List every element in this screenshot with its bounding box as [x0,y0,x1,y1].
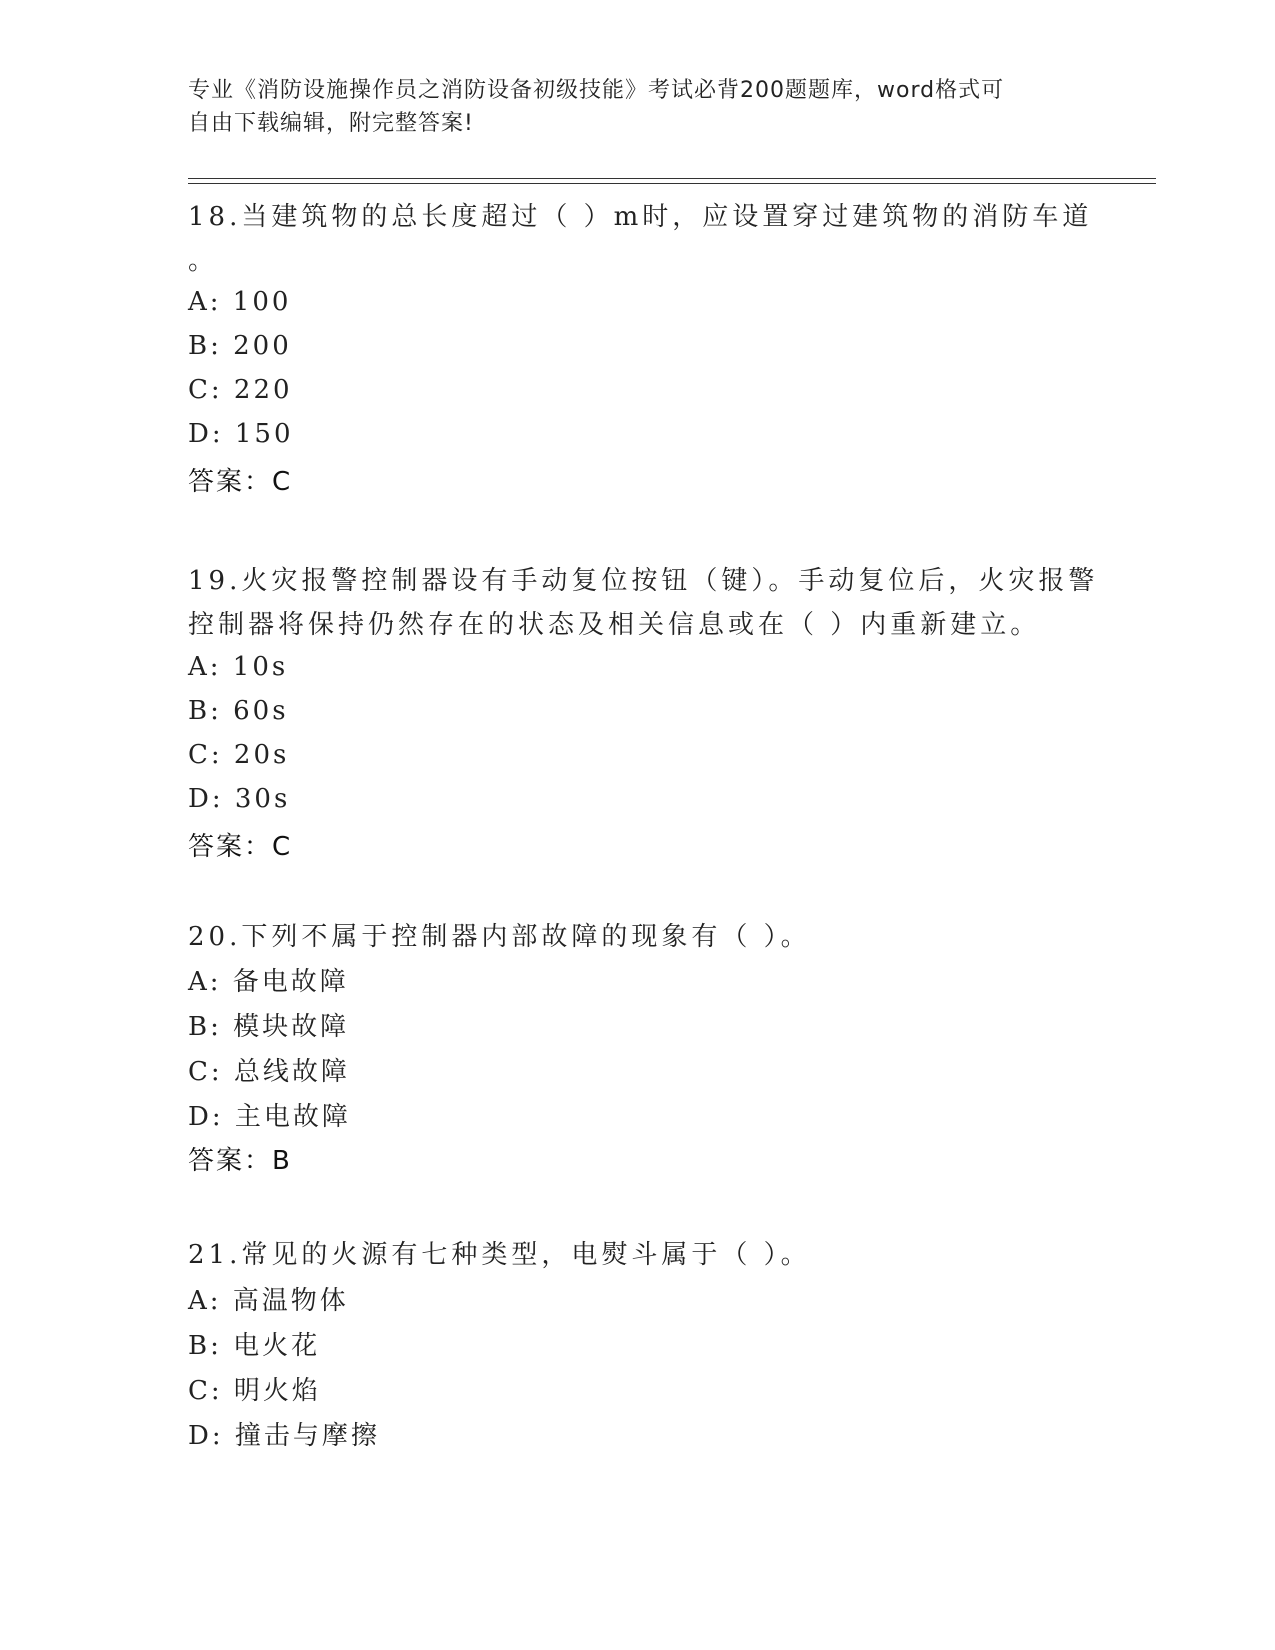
option-d: D: 150 [188,419,294,449]
question-stem-line-1: 19.火灾报警控制器设有手动复位按钮（键）。手动复位后，火灾报警 [188,566,1099,596]
option-a: A: 高温物体 [188,1286,349,1316]
option-c: C: 总线故障 [188,1057,350,1087]
option-b: B: 模块故障 [188,1012,350,1042]
question-stem-line-1: 18.当建筑物的总长度超过（ ）m时，应设置穿过建筑物的消防车道 [188,202,1093,232]
option-d: D: 撞击与摩擦 [188,1421,380,1451]
answer-label: 答案：C [188,467,293,497]
option-a: A: 100 [188,287,292,317]
option-c: C: 20s [188,740,290,770]
option-a: A: 10s [188,652,289,682]
header-line-1: 专业《消防设施操作员之消防设备初级技能》考试必背200题题库，word格式可 [188,78,1005,103]
option-a: A: 备电故障 [188,967,349,997]
option-b: B: 60s [188,696,289,726]
answer-label: 答案：B [188,1146,292,1176]
header-divider-bottom [188,183,1156,184]
option-b: B: 200 [188,331,292,361]
document-header [188,74,1068,140]
option-d: D: 30s [188,784,291,814]
option-d: D: 主电故障 [188,1102,351,1132]
option-b: B: 电火花 [188,1331,321,1361]
question-stem-line-2: 控制器将保持仍然存在的状态及相关信息或在（ ）内重新建立。 [188,610,1041,640]
question-stem-line-2: 。 [188,246,219,276]
option-c: C: 明火焰 [188,1376,321,1406]
header-divider-top [188,178,1156,179]
header-line-2: 自由下载编辑，附完整答案! [188,111,474,136]
question-stem-line-1: 21.常见的火源有七种类型，电熨斗属于（ ）。 [188,1240,811,1270]
question-stem-line-1: 20.下列不属于控制器内部故障的现象有（ ）。 [188,922,811,952]
answer-label: 答案：C [188,832,293,862]
option-c: C: 220 [188,375,293,405]
